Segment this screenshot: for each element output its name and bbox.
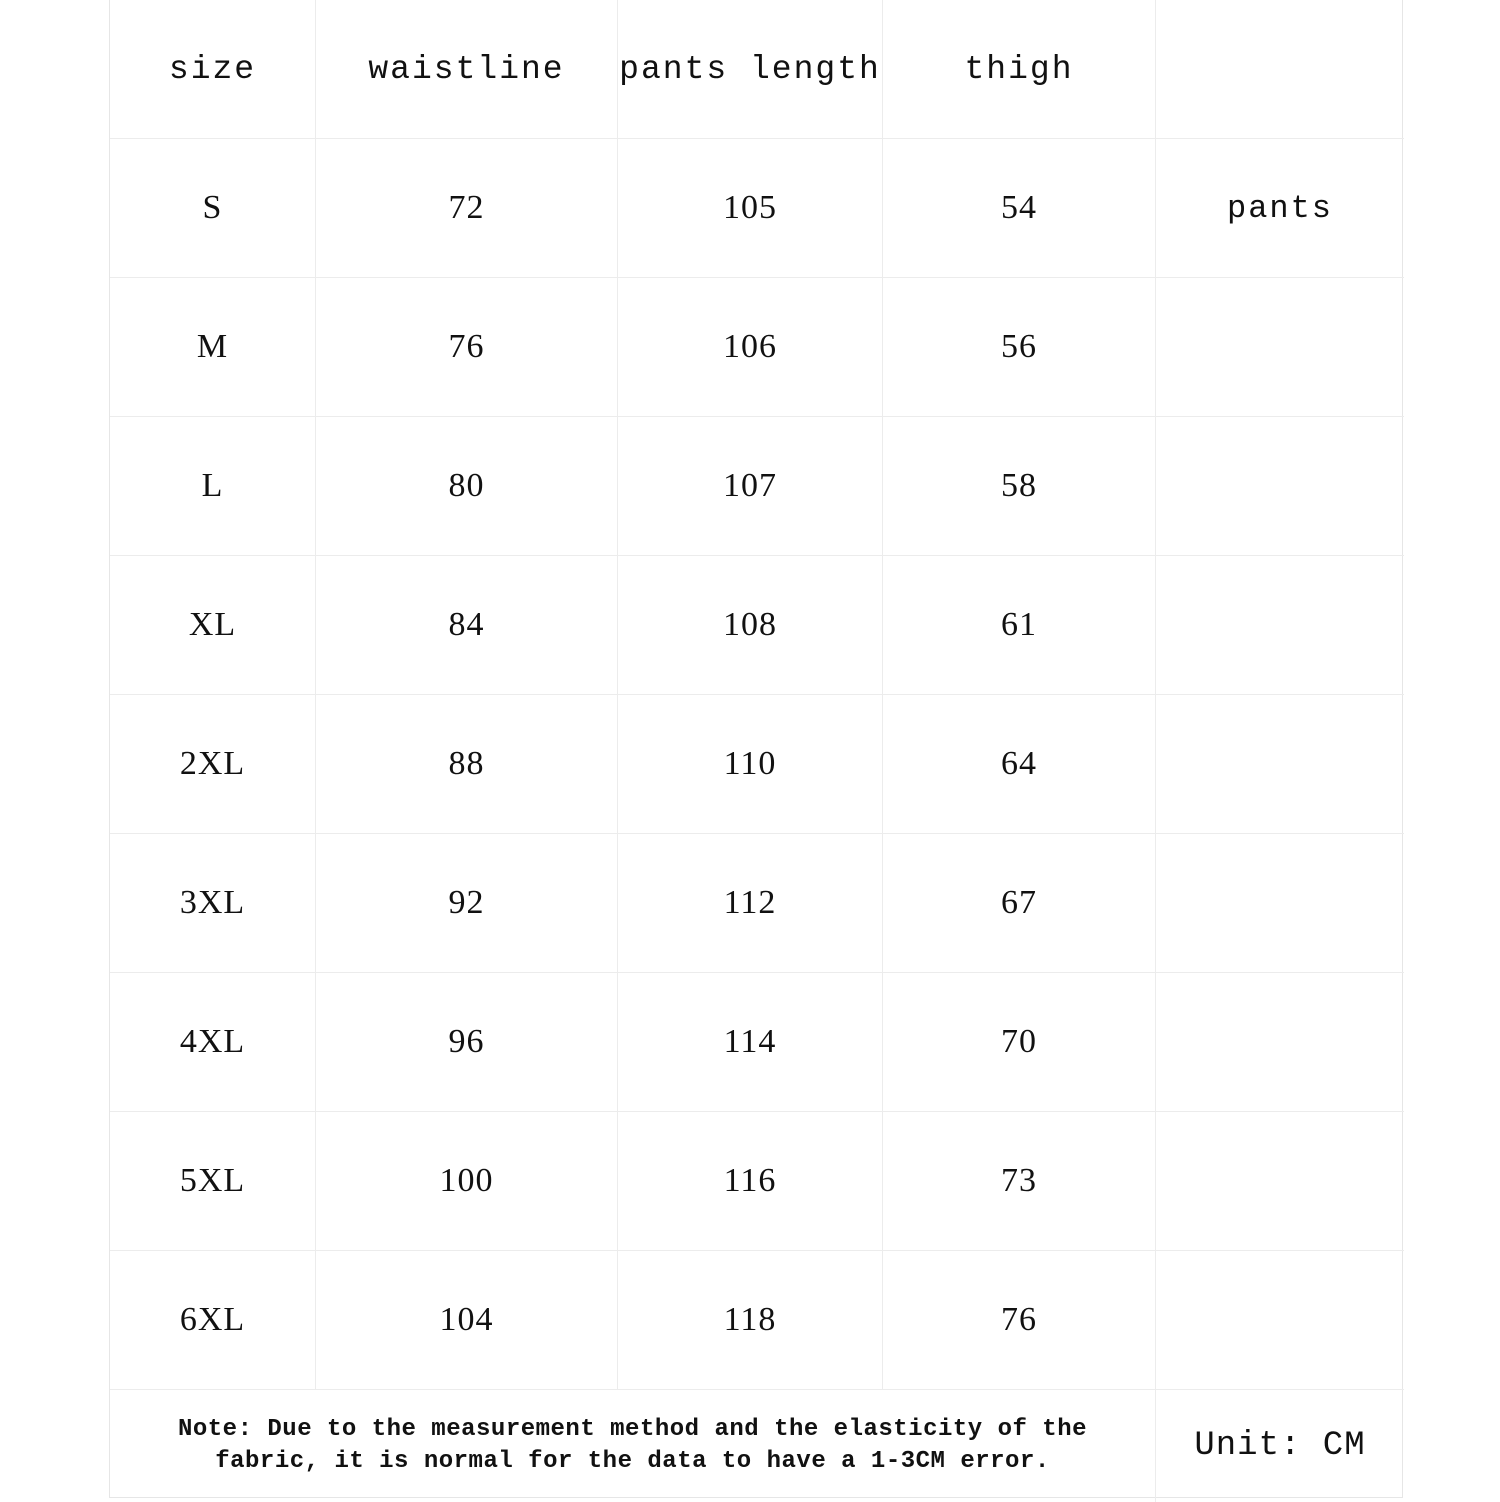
cell-pants-length: 110 — [618, 695, 883, 834]
cell-size: 5XL — [110, 1112, 316, 1251]
cell-waistline: 100 — [316, 1112, 618, 1251]
note-line-2: fabric, it is normal for the data to have a 1-3CM error. — [215, 1448, 1050, 1475]
cell-pants-length: 114 — [618, 973, 883, 1112]
cell-pants-length: 116 — [618, 1112, 883, 1251]
cell-thigh: 54 — [883, 139, 1156, 278]
cell-size: 2XL — [110, 695, 316, 834]
header-thigh: thigh — [883, 0, 1156, 139]
cell-thigh: 58 — [883, 417, 1156, 556]
empty-cell — [1156, 834, 1404, 973]
cell-size: XL — [110, 556, 316, 695]
cell-size: 6XL — [110, 1251, 316, 1390]
empty-cell — [1156, 278, 1404, 417]
cell-waistline: 92 — [316, 834, 618, 973]
cell-waistline: 76 — [316, 278, 618, 417]
cell-pants-length: 118 — [618, 1251, 883, 1390]
note-line-1: Note: Due to the measurement method and the elasticity of the — [177, 1416, 1088, 1443]
cell-waistline: 80 — [316, 417, 618, 556]
measurement-note — [110, 1390, 1156, 1502]
empty-cell — [1156, 695, 1404, 834]
cell-pants-length: 105 — [618, 139, 883, 278]
cell-pants-length: 108 — [618, 556, 883, 695]
empty-cell — [1156, 417, 1404, 556]
cell-thigh: 64 — [883, 695, 1156, 834]
cell-pants-length: 112 — [618, 834, 883, 973]
product-label: pants — [1156, 139, 1404, 278]
cell-thigh: 67 — [883, 834, 1156, 973]
header-pants-length: pants length — [618, 0, 883, 139]
cell-pants-length: 107 — [618, 417, 883, 556]
cell-waistline: 104 — [316, 1251, 618, 1390]
empty-cell — [1156, 973, 1404, 1112]
cell-waistline: 96 — [316, 973, 618, 1112]
cell-thigh: 76 — [883, 1251, 1156, 1390]
cell-waistline: 88 — [316, 695, 618, 834]
cell-thigh: 56 — [883, 278, 1156, 417]
cell-size: S — [110, 139, 316, 278]
unit-label: Unit: CM — [1194, 1427, 1366, 1465]
size-chart-table — [109, 0, 1403, 1498]
header-blank — [1156, 0, 1404, 139]
cell-thigh: 61 — [883, 556, 1156, 695]
cell-waistline: 84 — [316, 556, 618, 695]
cell-size: L — [110, 417, 316, 556]
cell-thigh: 70 — [883, 973, 1156, 1112]
header-size: size — [110, 0, 316, 139]
cell-pants-length: 106 — [618, 278, 883, 417]
empty-cell — [1156, 1251, 1404, 1390]
empty-cell — [1156, 556, 1404, 695]
cell-size: 4XL — [110, 973, 316, 1112]
cell-waistline: 72 — [316, 139, 618, 278]
cell-size: M — [110, 278, 316, 417]
cell-thigh: 73 — [883, 1112, 1156, 1251]
cell-size: 3XL — [110, 834, 316, 973]
header-waistline: waistline — [316, 0, 618, 139]
empty-cell — [1156, 1112, 1404, 1251]
